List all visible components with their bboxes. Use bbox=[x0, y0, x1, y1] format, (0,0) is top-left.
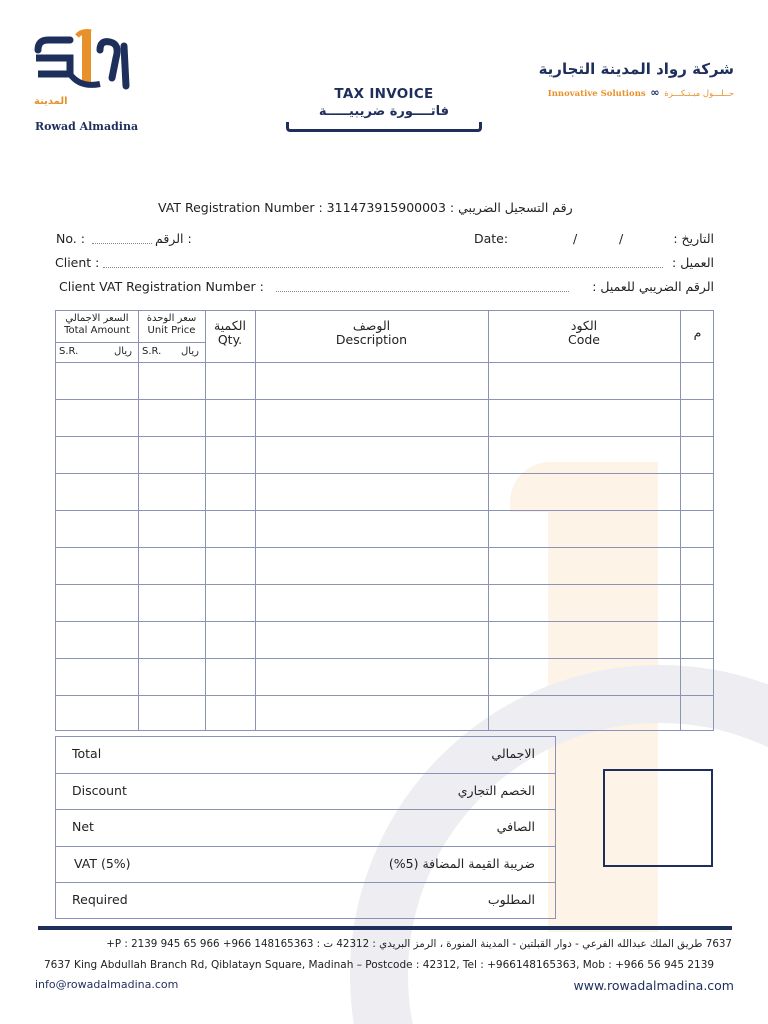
client-vat-field[interactable] bbox=[276, 291, 569, 292]
header-total-amount bbox=[56, 313, 138, 336]
unit-price-ar: سعر الوحدة bbox=[146, 313, 197, 324]
column-divider bbox=[488, 311, 489, 730]
header-unit-price bbox=[138, 313, 205, 336]
unit-currency-en: S.R. bbox=[142, 346, 162, 357]
table-row bbox=[56, 436, 713, 437]
header-qty bbox=[205, 319, 255, 348]
unit-currency-ar: ريال bbox=[181, 346, 199, 357]
slogan bbox=[539, 86, 734, 99]
description-en: Description bbox=[335, 332, 408, 348]
total-currency-en: S.R. bbox=[59, 346, 79, 357]
qty-en: Qty. bbox=[217, 332, 243, 348]
invoice-number-field[interactable] bbox=[92, 243, 152, 244]
table-row bbox=[56, 473, 713, 474]
totals-row-total bbox=[56, 737, 555, 774]
totals-row-vat bbox=[56, 847, 555, 884]
header-description bbox=[255, 319, 488, 348]
date-label-en: Date: bbox=[474, 231, 509, 246]
total-currency-ar: ريال bbox=[114, 346, 132, 357]
logo-english-text: Rowad Almadina bbox=[35, 120, 139, 133]
vat-registration-number: VAT Registration Number : 311473915900003 : رقم التسجيل الضريبي bbox=[158, 200, 573, 215]
items-table bbox=[55, 310, 714, 731]
totals-row-discount bbox=[56, 774, 555, 811]
qty-ar: الكمية bbox=[214, 318, 246, 333]
table-row bbox=[56, 621, 713, 622]
footer-website-link[interactable]: www.rowadalmadina.com bbox=[573, 978, 734, 993]
company-logo bbox=[30, 28, 140, 134]
column-divider bbox=[680, 311, 681, 730]
code-en: Code bbox=[567, 332, 600, 348]
total-amount-en: Total Amount bbox=[64, 324, 130, 336]
date-label-ar: التاريخ : bbox=[673, 231, 714, 246]
title-english: TAX INVOICE bbox=[334, 86, 434, 102]
required-label-ar: المطلوب bbox=[487, 892, 535, 908]
date-separator-1: / bbox=[573, 231, 578, 246]
discount-label-ar: الخصم التجاري bbox=[457, 782, 535, 798]
column-divider bbox=[138, 311, 139, 730]
header-code bbox=[488, 319, 680, 348]
header-number: م bbox=[693, 325, 702, 340]
client-field[interactable] bbox=[103, 267, 663, 268]
vat-label-en: VAT (5%) bbox=[74, 855, 131, 871]
client-label-ar: العميل : bbox=[672, 255, 714, 270]
slogan-english: Innovative Solutions bbox=[547, 89, 646, 99]
logo-arabic-text: المدينة bbox=[34, 96, 68, 107]
table-row bbox=[56, 399, 713, 400]
stamp-box bbox=[603, 769, 713, 867]
slogan-arabic: حــلـــول مبـتـكـــرة bbox=[664, 89, 734, 99]
footer-address-english: 7637 King Abdullah Branch Rd, Qiblatayn Square, Madinah – Postcode : 42312, Tel : +966148165363, Mob : +966 56 945 2139 bbox=[44, 959, 715, 971]
footer-address-arabic: 7637 طريق الملك عبدالله الفرعي - دوار القبلتين - المدينة المنورة ، الرمز البريدي : 42312 ت : 148165363 966+ P : 2139 945 65 966+ bbox=[106, 938, 732, 950]
footer-divider bbox=[38, 926, 732, 930]
description-ar: الوصف bbox=[352, 318, 391, 333]
vat-label-ar: ضريبة القيمة المضافة (5%) bbox=[388, 855, 535, 871]
table-row bbox=[56, 547, 713, 548]
footer-email-link[interactable]: info@rowadalmadina.com bbox=[35, 978, 179, 991]
column-divider bbox=[205, 311, 206, 730]
net-label-ar: الصافي bbox=[496, 819, 535, 835]
required-label-en: Required bbox=[72, 892, 128, 908]
table-row bbox=[56, 658, 713, 659]
company-name-arabic: شركة رواد المدينة التجارية bbox=[538, 60, 734, 78]
column-divider bbox=[255, 311, 256, 730]
totals-table bbox=[55, 736, 556, 919]
header-bottom-line bbox=[56, 362, 713, 363]
table-row bbox=[56, 510, 713, 511]
discount-label-en: Discount bbox=[72, 782, 127, 798]
sub-header-divider bbox=[56, 342, 205, 343]
total-amount-ar: السعر الاجمالي bbox=[65, 313, 129, 324]
code-ar: الكود bbox=[570, 318, 598, 333]
company-name-block bbox=[539, 60, 734, 99]
title-bracket bbox=[286, 122, 482, 132]
totals-row-required bbox=[56, 883, 555, 920]
invoice-number-label-en: No. : bbox=[56, 231, 85, 246]
totals-row-net bbox=[56, 810, 555, 847]
total-label-ar: الاجمالي bbox=[491, 746, 535, 761]
client-vat-label-ar: الرقم الضريبي للعميل : bbox=[592, 279, 714, 294]
table-row bbox=[56, 584, 713, 585]
invoice-title bbox=[284, 86, 484, 119]
table-row bbox=[56, 695, 713, 696]
net-label-en: Net bbox=[72, 819, 94, 835]
client-label-en: Client : bbox=[55, 255, 100, 270]
total-label-en: Total bbox=[72, 746, 102, 761]
title-arabic: فاتــــورة ضريبيـــــة bbox=[318, 104, 450, 119]
date-separator-2: / bbox=[619, 231, 624, 246]
infinity-icon: ∞ bbox=[650, 86, 660, 99]
client-vat-label-en: Client VAT Registration Number : bbox=[59, 279, 264, 294]
invoice-number-label-ar: : الرقم bbox=[155, 231, 192, 246]
unit-price-en: Unit Price bbox=[147, 324, 196, 336]
